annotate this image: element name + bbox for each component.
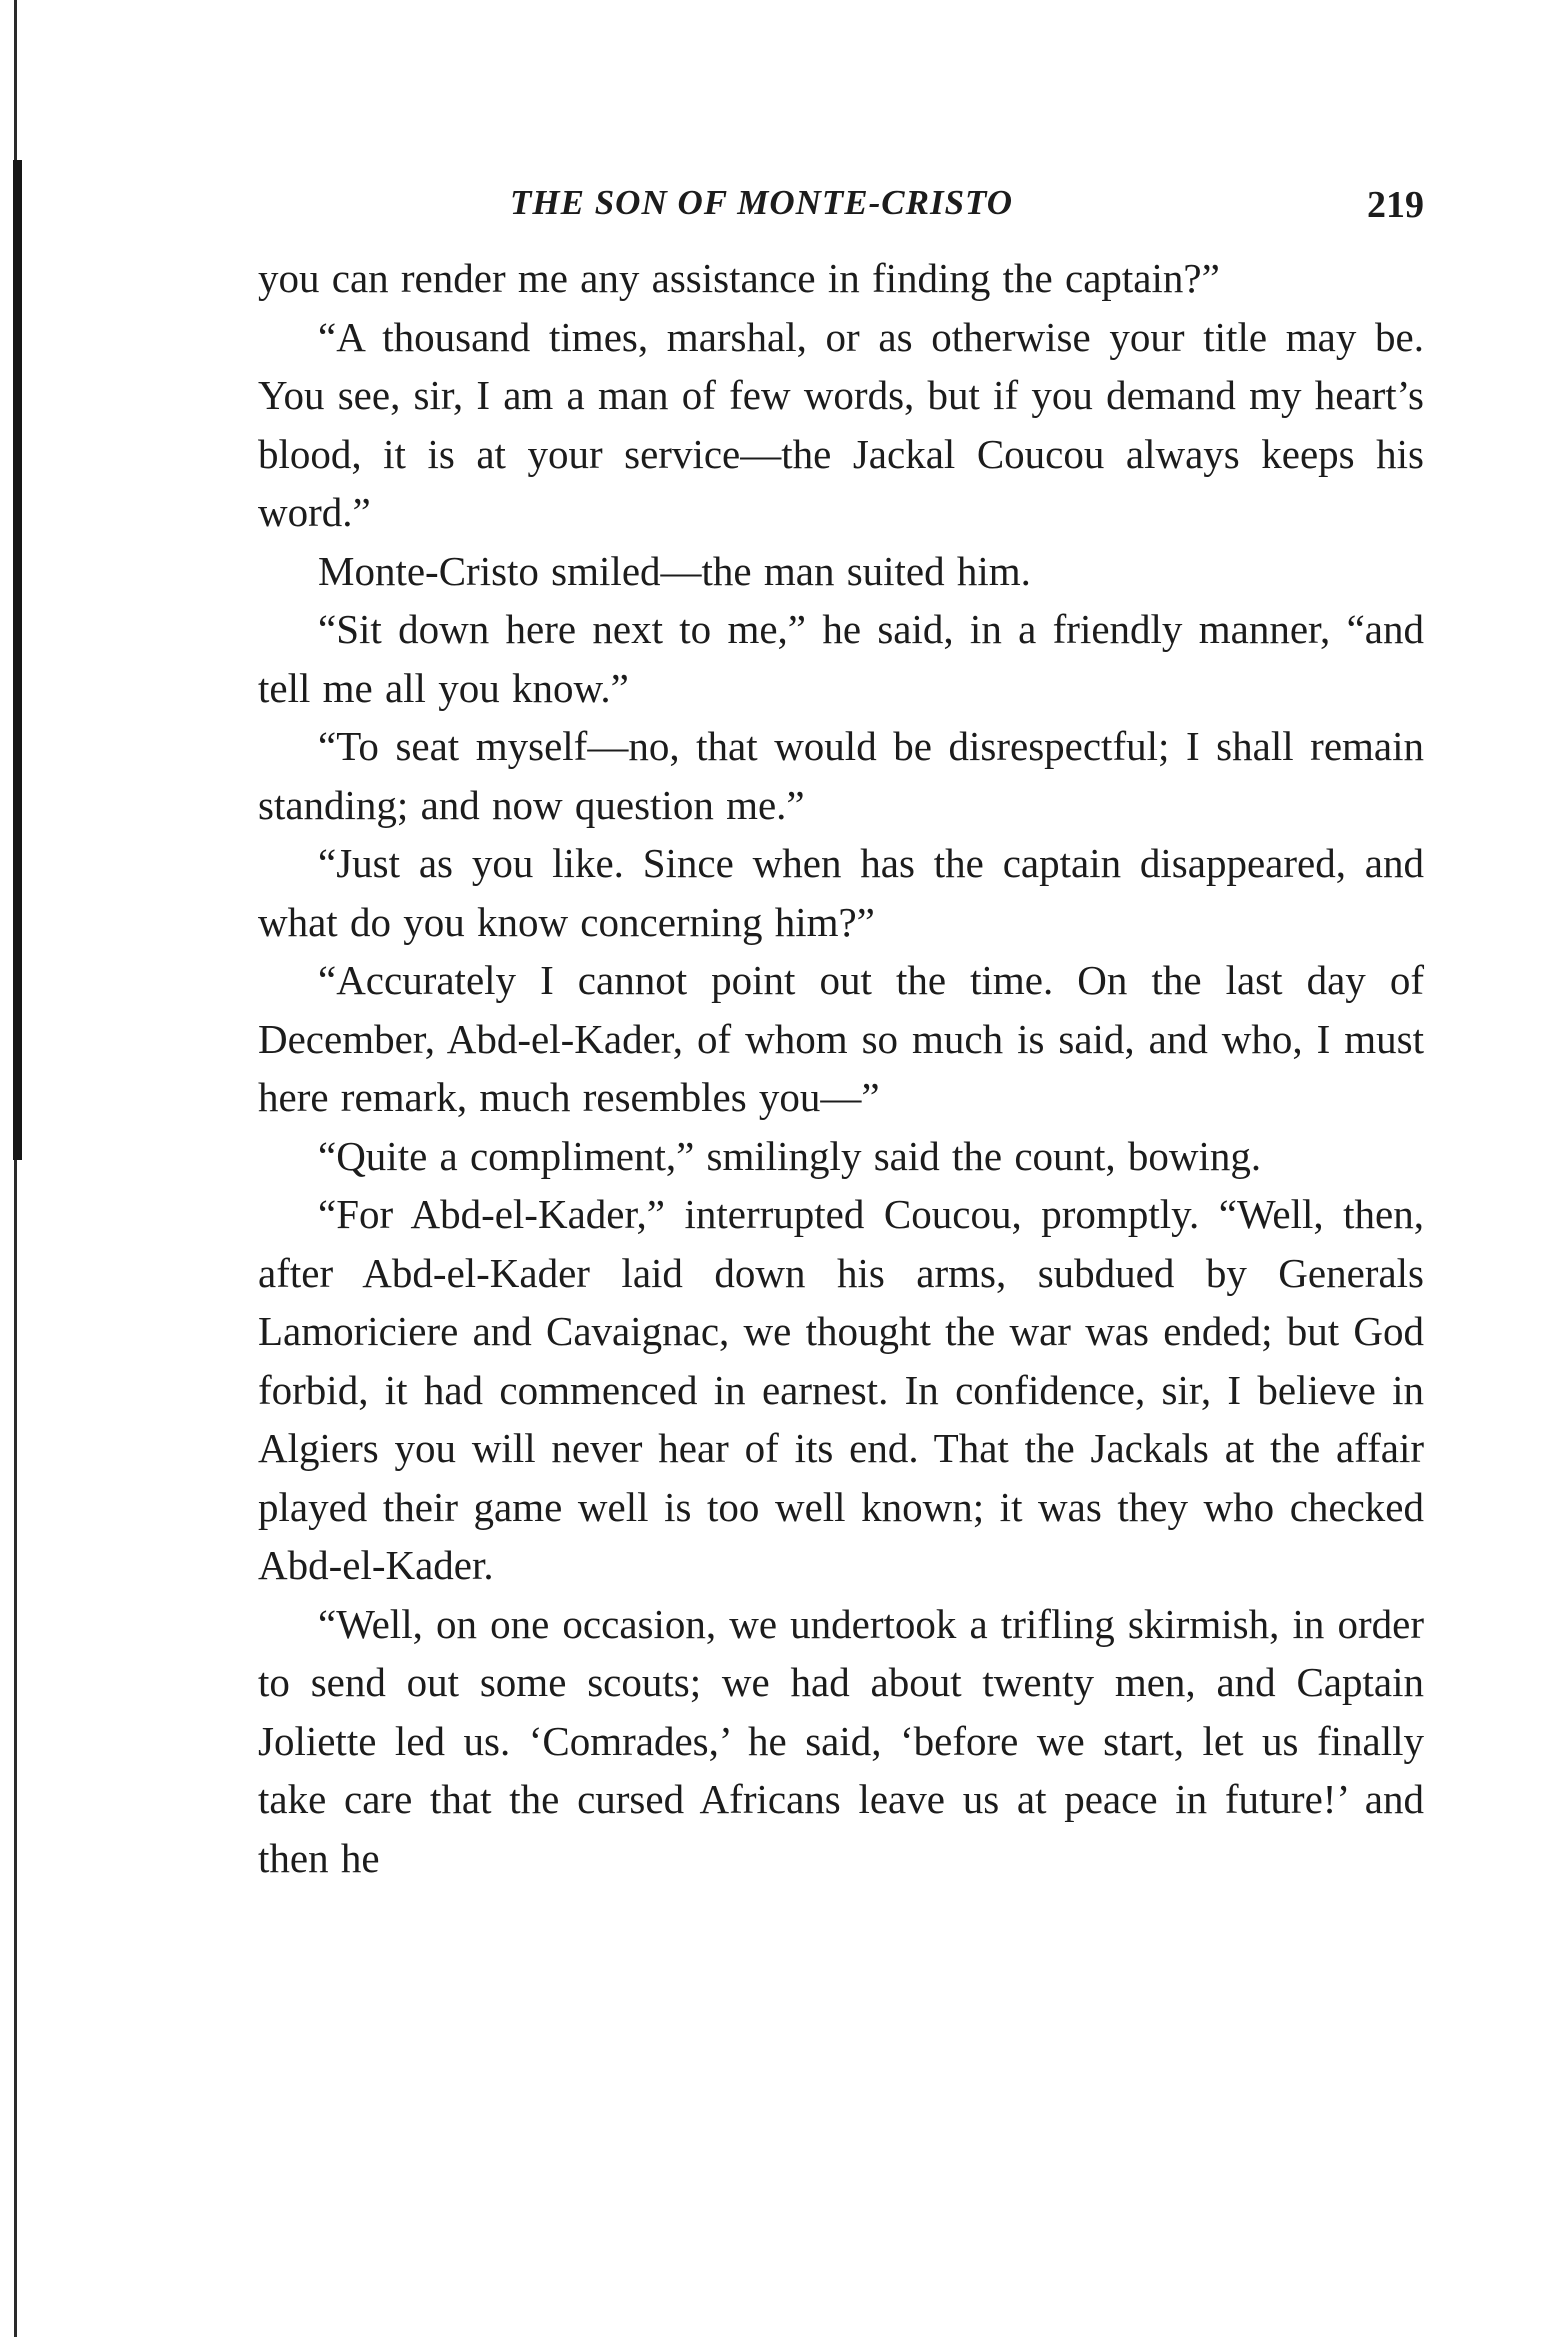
book-page — [258, 183, 1424, 1887]
paragraph: “A thousand times, marshal, or as otherwise your title may be. You see, sir, I am a man of few words, but if you demand my heart’s blood, it is at your service—the Jackal Coucou always keeps his word.” — [258, 313, 1424, 535]
paragraph: “Just as you like. Since when has the captain disappeared, and what do you know concerning him?” — [258, 840, 1424, 945]
paragraph: “To seat myself—no, that would be disrespectful; I shall remain standing; and now question me.” — [258, 723, 1424, 828]
paragraph: you can render me any assistance in finding the captain?” — [258, 255, 1220, 301]
book-binding-edge — [0, 0, 22, 2337]
page-number: 219 — [1367, 184, 1424, 226]
paragraph: “Quite a compliment,” smilingly said the count, bowing. — [318, 1132, 1262, 1179]
paragraph: “Well, on one occasion, we undertook a trifling skirmish, in order to send out some scouts; we had about twenty men, and Captain Joliette led us. ‘Comrades,’ he said, ‘before we start, let us finally take care that the cursed Africans leave us at peace in future!’ and then he — [258, 1600, 1424, 1881]
running-title: THE SON OF MONTE-CRISTO — [510, 183, 1014, 222]
paragraph: “Accurately I cannot point out the time. On the last day of December, Abd-el-Kader, of whom so much is said, and who, I must here remark, much resembles you—” — [258, 957, 1424, 1120]
body-text — [258, 249, 1424, 1887]
running-head — [258, 183, 1424, 243]
paragraph: “Sit down here next to me,” he said, in a friendly manner, “and tell me all you know.” — [258, 606, 1424, 711]
paragraph: Monte-Cristo smiled—the man suited him. — [318, 547, 1031, 594]
paragraph: “For Abd-el-Kader,” interrupted Coucou, promptly. “Well, then, after Abd-el-Kader laid down his arms, subdued by Generals Lamoriciere and Cavaignac, we thought the war was ended; but God forbid, it had commenced in earnest. In confidence, sir, I believe in Algiers you will never hear of its end. That the Jackals at the affair played their game well is too well known; it was they who checked Abd-el-Kader. — [258, 1191, 1424, 1588]
